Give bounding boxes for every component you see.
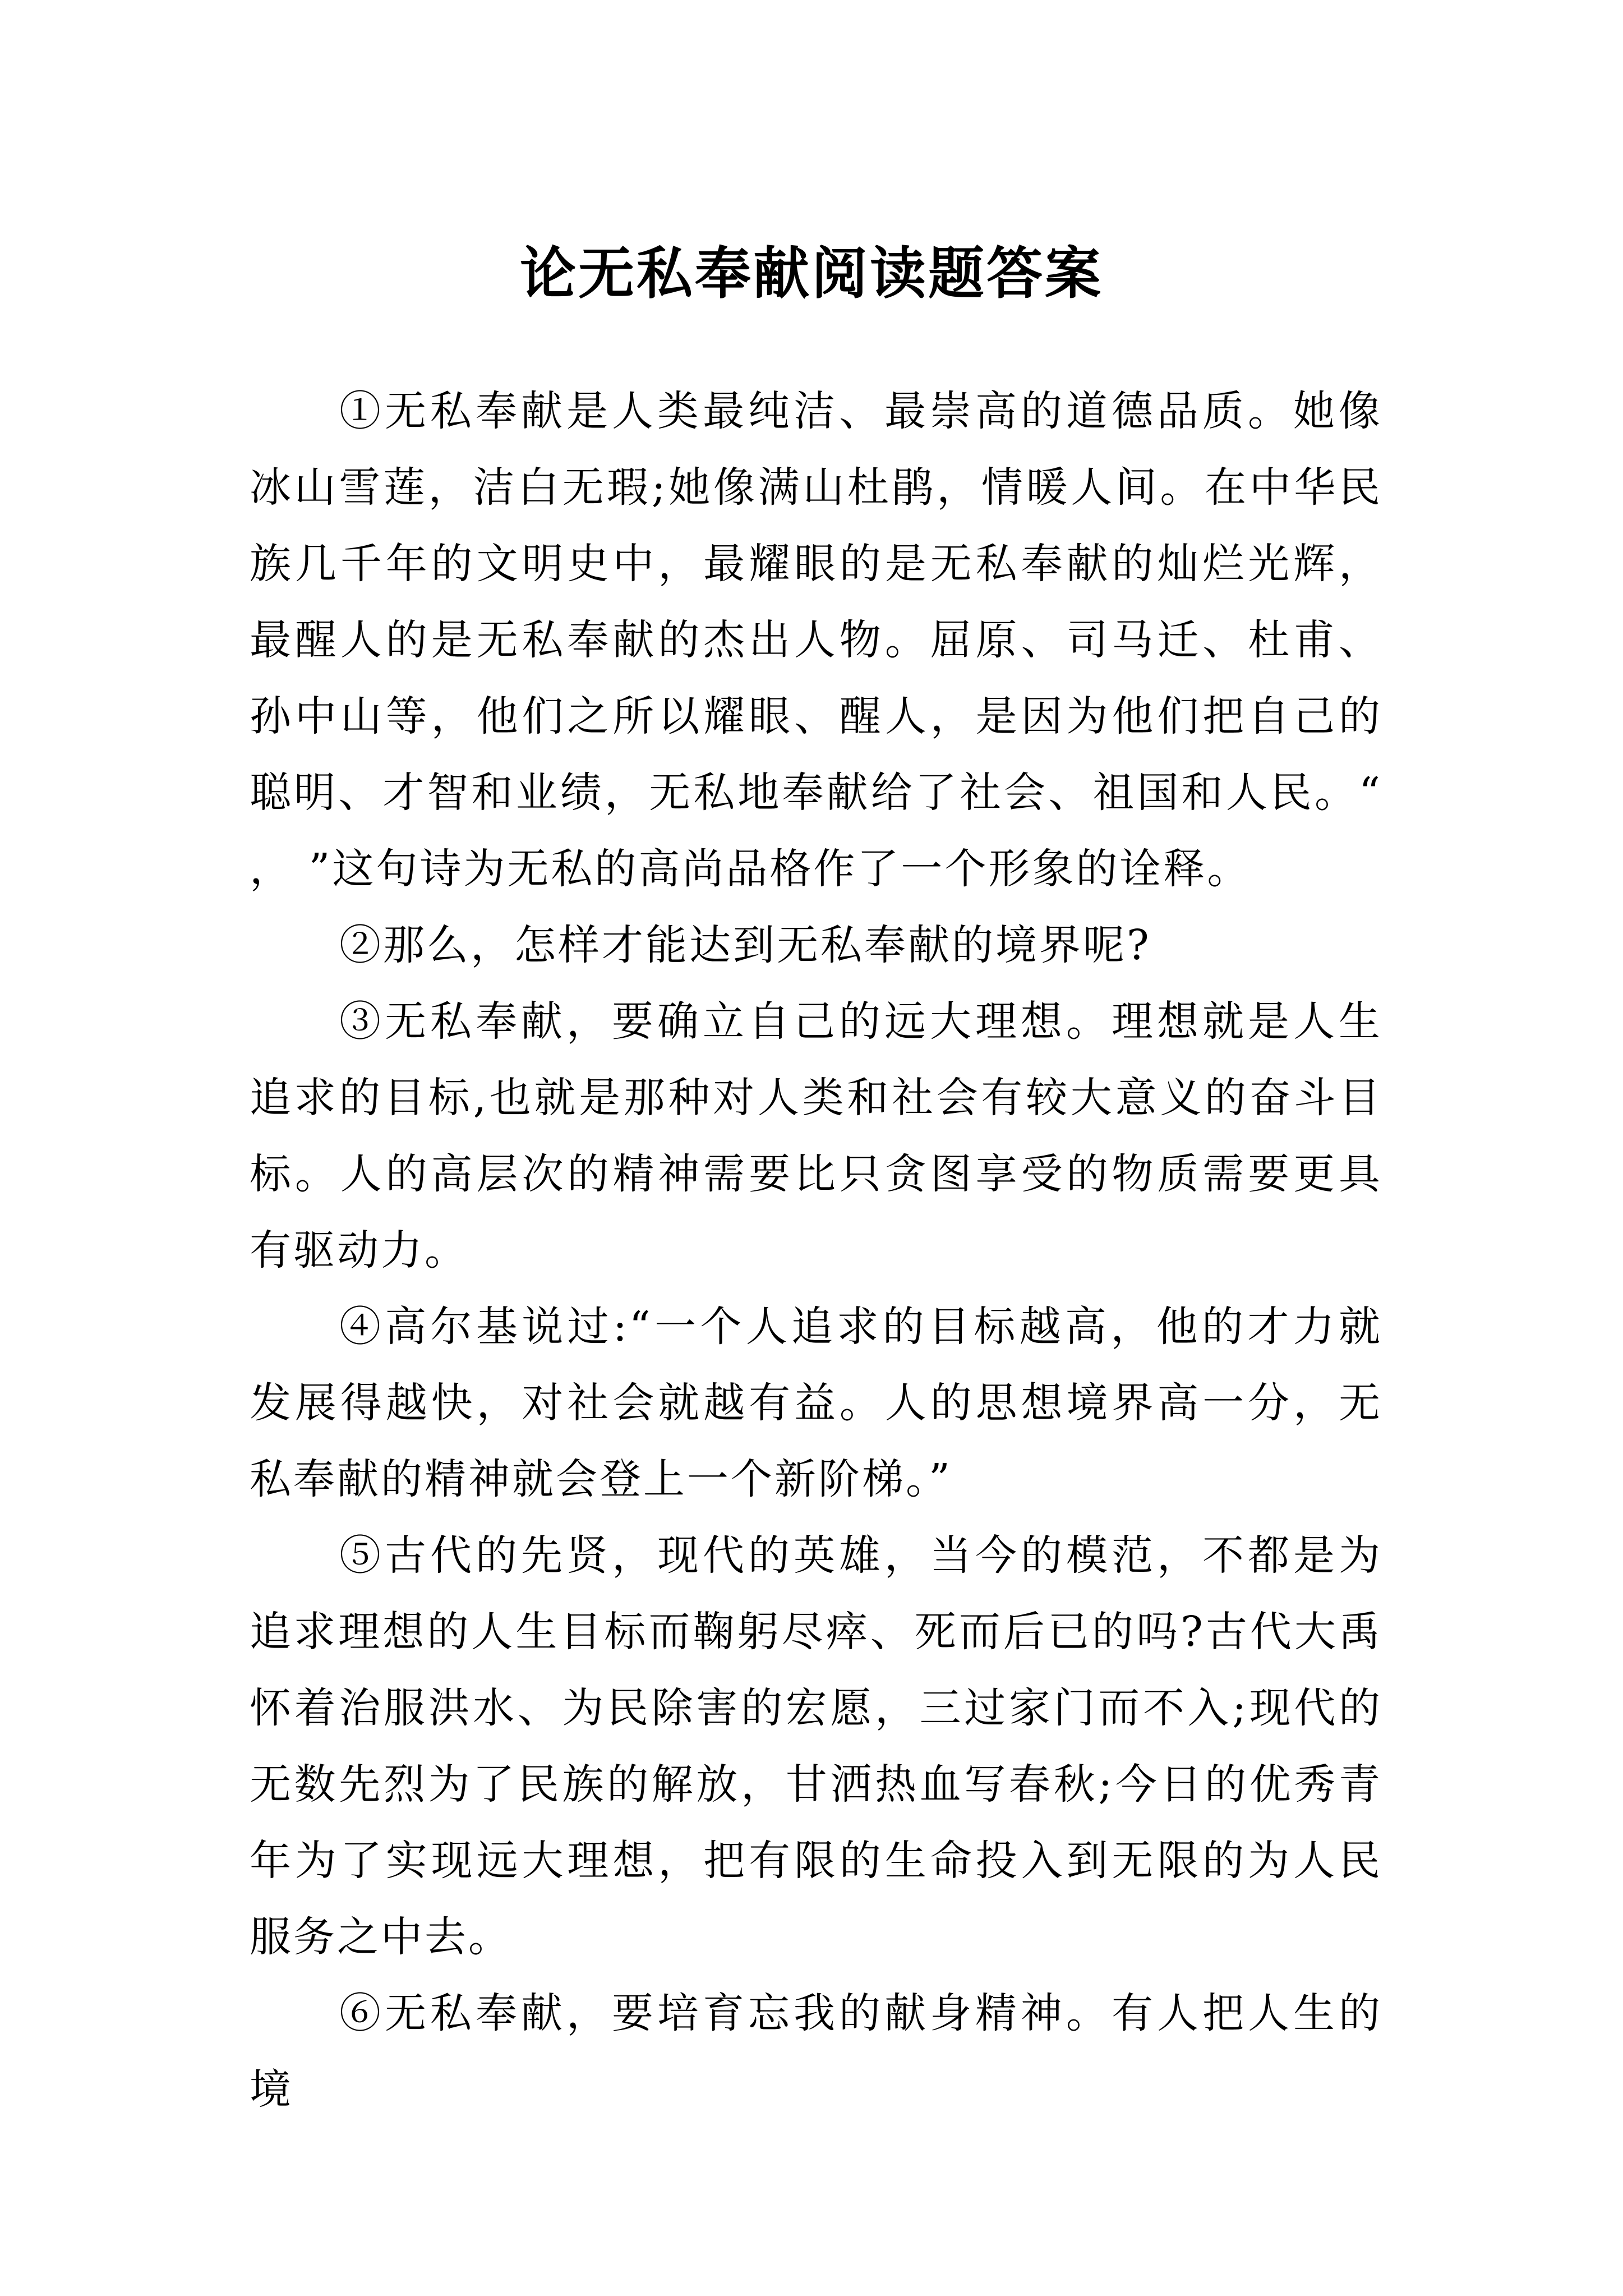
document-title: 论无私奉献阅读题答案 bbox=[520, 240, 1103, 306]
document-body bbox=[250, 373, 1382, 2128]
paragraph-5: ⑤古代的先贤，现代的英雄，当今的模范，不都是为追求理想的人生目标而鞠躬尽瘁、死而后已的吗?古代大禹怀着治服洪水、为民除害的宏愿，三过家门而不入;现代的无数先烈为了民族的解放，甘洒热血写春秋;今日的优秀青年为了实现远大理想，把有限的生命投入到无限的为人民服务之中去。 bbox=[250, 1531, 1382, 1961]
paragraph-6: ⑥无私奉献，要培育忘我的献身精神。有人把人生的境 bbox=[250, 1989, 1382, 2114]
paragraph-3: ③无私奉献，要确立自己的远大理想。理想就是人生追求的目标,也就是那种对人类和社会有较大意义的奋斗目标。人的高层次的精神需要比只贪图享受的物质需要更具有驱动力。 bbox=[250, 997, 1382, 1274]
paragraph-2: ②那么，怎样才能达到无私奉献的境界呢? bbox=[339, 921, 1151, 969]
paragraph-4: ④高尔基说过:“一个人追求的目标越高，他的才力就发展得越快，对社会就越有益。人的思想境界高一分，无私奉献的精神就会登上一个新阶梯。” bbox=[250, 1303, 1382, 1503]
paragraph-1: ①无私奉献是人类最纯洁、最崇高的道德品质。她像冰山雪莲，洁白无瑕;她像满山杜鹃，情暖人间。在中华民族几千年的文明史中，最耀眼的是无私奉献的灿烂光辉，最醒人的是无私奉献的杰出人物。屈原、司马迁、杜甫、孙中山等，他们之所以耀眼、醒人，是因为他们把自己的聪明、才智和业绩，无私地奉献给了社会、祖国和人民。“ ， ”这句诗为无私的高尚品格作了一个形象的诠释。 bbox=[250, 387, 1382, 893]
